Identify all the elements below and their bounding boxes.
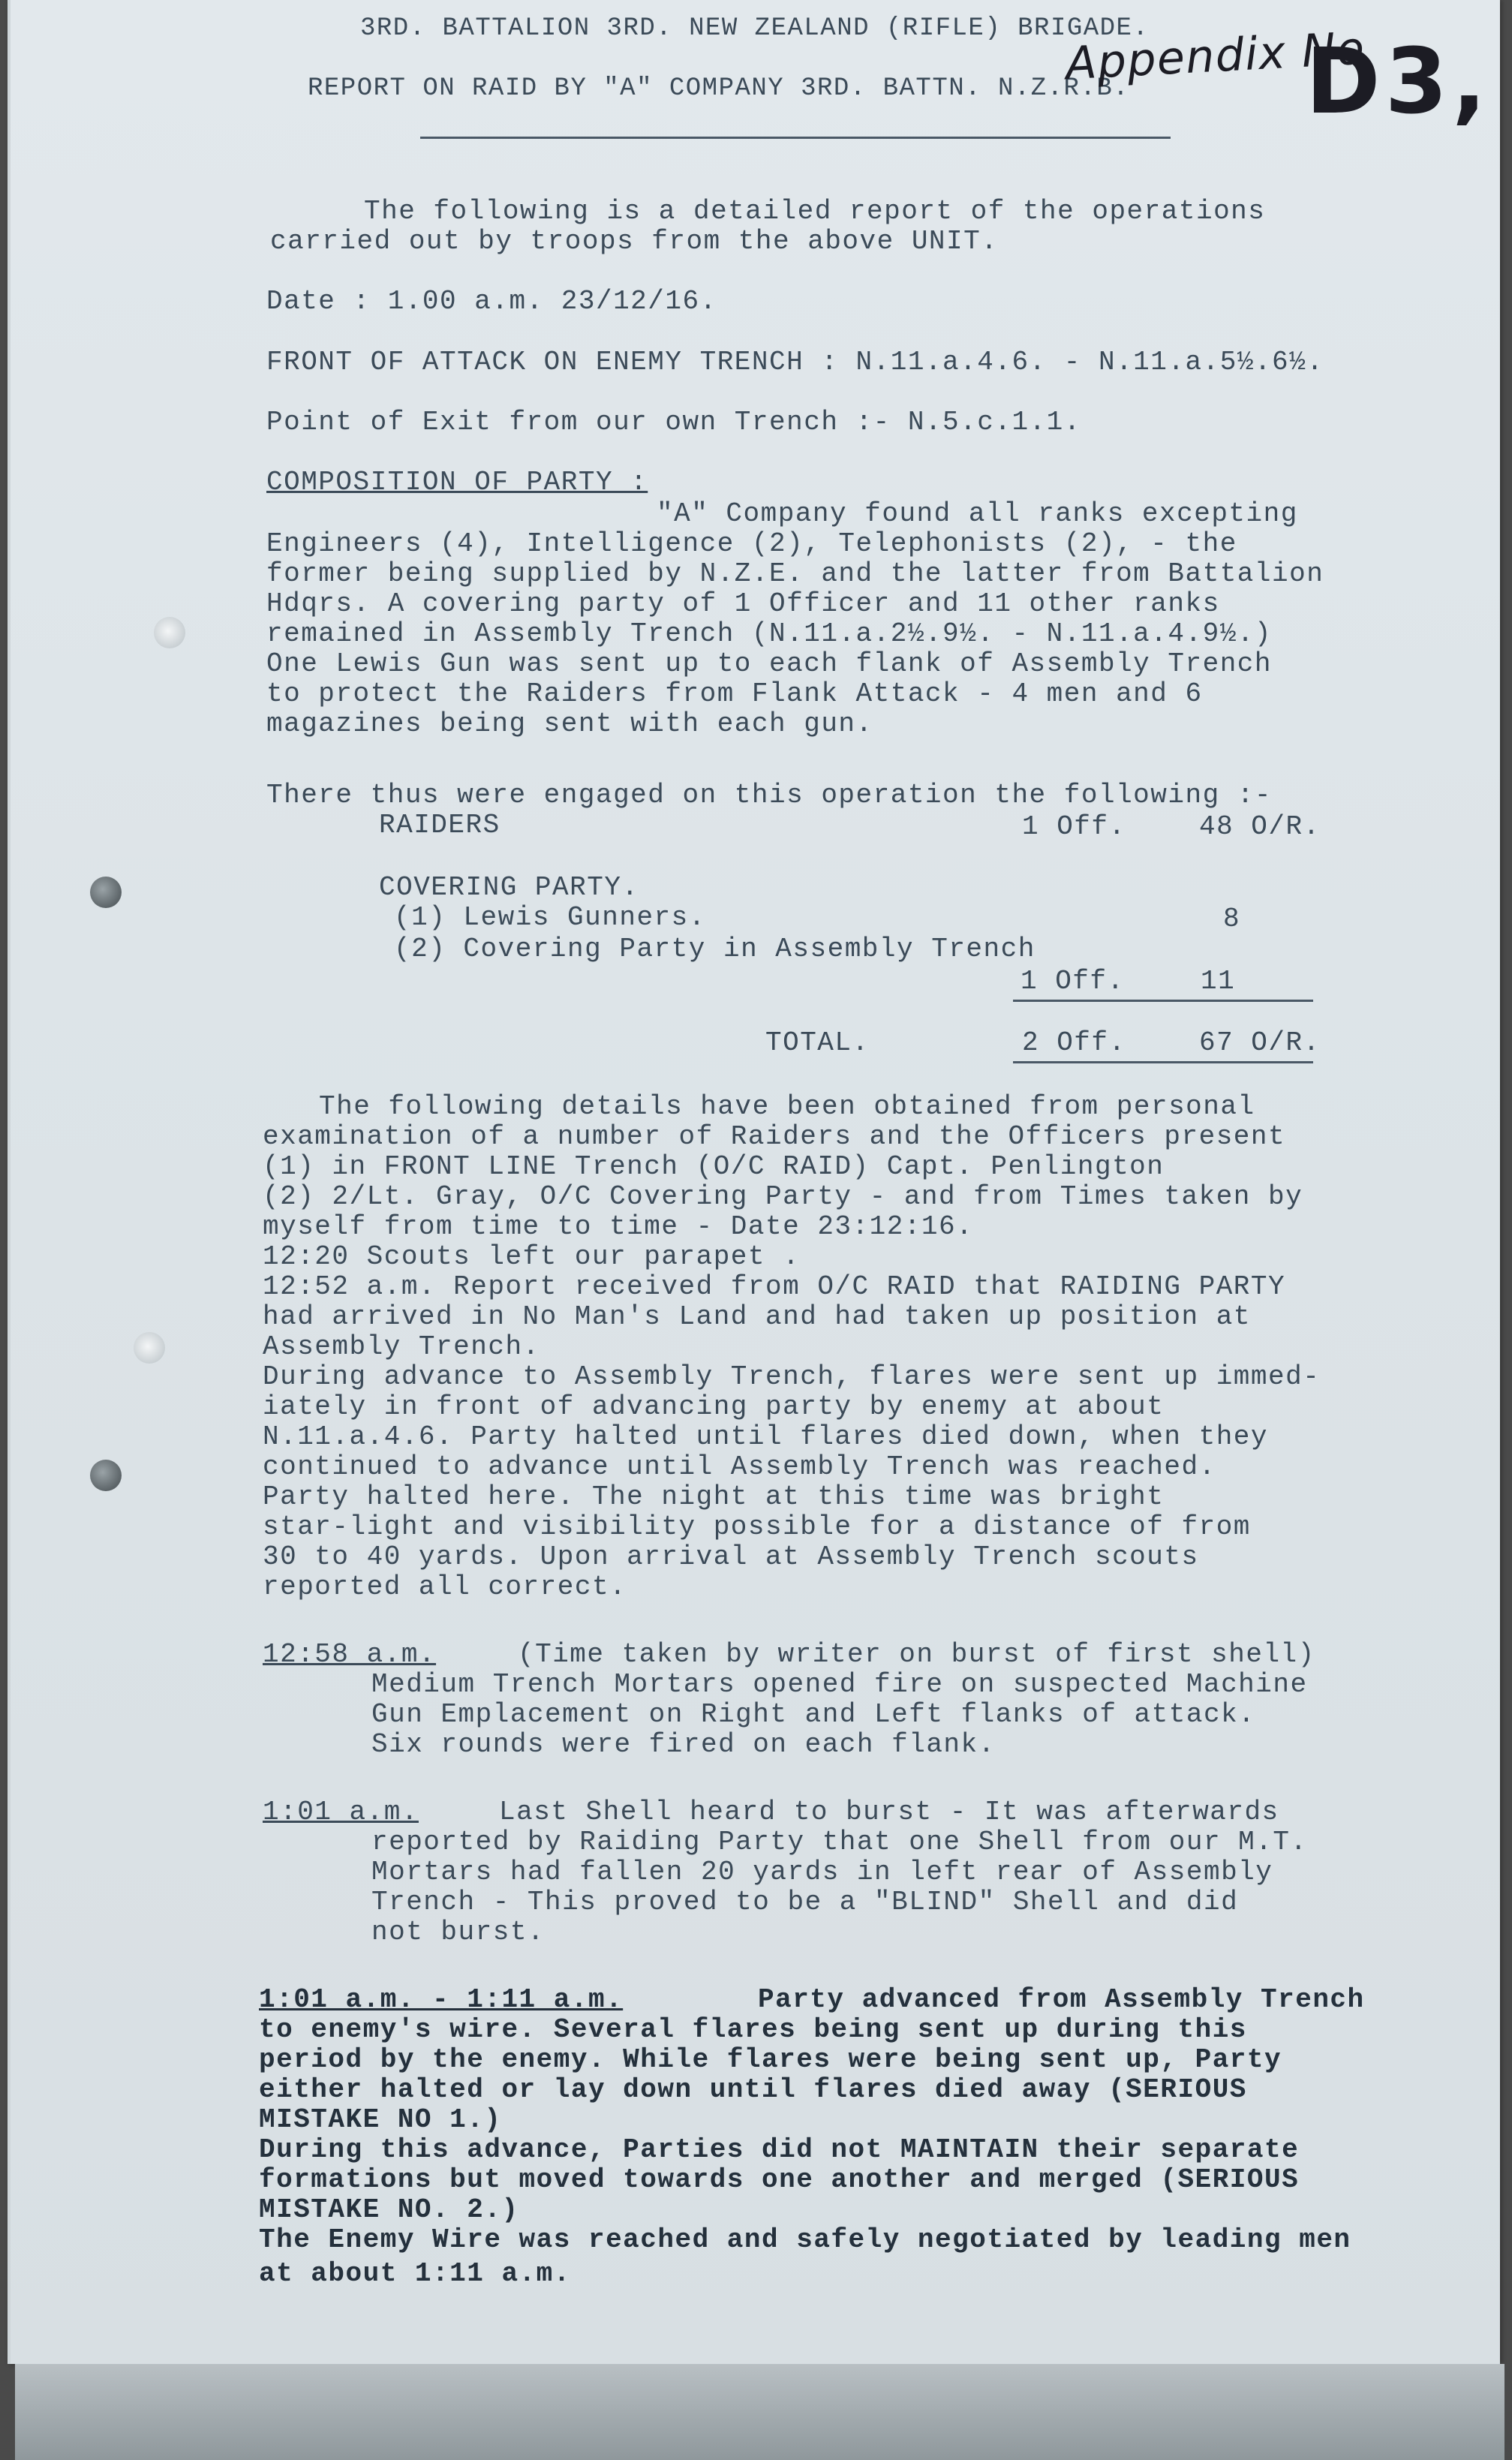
detail-line: Party halted here. The night at this time was bright: [263, 1481, 1165, 1512]
lewis-gunners-label: (1) Lewis Gunners.: [394, 902, 706, 933]
assembly-other-ranks: 11: [1201, 966, 1236, 997]
assembly-officers: 1 Off.: [1021, 966, 1125, 997]
lewis-gunners-count: 8: [1223, 904, 1241, 934]
entry-3-line: MISTAKE NO 1.): [259, 2104, 502, 2135]
detail-line: 12:52 a.m. Report received from O/C RAID that RAIDING PARTY: [263, 1271, 1286, 1302]
header-title: REPORT ON RAID BY "A" COMPANY 3RD. BATTN. N.Z.R.B.: [308, 74, 1130, 103]
entry-2-first-line: Last Shell heard to burst - It was afterwards: [499, 1797, 1279, 1827]
total-other-ranks: 67 O/R.: [1199, 1027, 1321, 1058]
entry-3-line: at about 1:11 a.m.: [259, 2258, 571, 2289]
detail-line: had arrived in No Man's Land and had taken up position at: [263, 1301, 1251, 1332]
header-rule: [420, 137, 1171, 139]
detail-line: examination of a number of Raiders and the Officers present: [263, 1121, 1286, 1152]
composition-line: Hdqrs. A covering party of 1 Officer and 11 other ranks: [266, 588, 1220, 619]
entry-3-line: to enemy's wire. Several flares being sent up during this: [259, 2014, 1247, 2045]
entry-3-first-line: Party advanced from Assembly Trench: [758, 1984, 1365, 2015]
entry-2-time: 1:01 a.m.: [263, 1797, 419, 1827]
raiders-label: RAIDERS: [379, 810, 500, 841]
appendix-label: Appendix No: [1064, 22, 1367, 91]
composition-line: to protect the Raiders from Flank Attack - 4 men and 6: [266, 678, 1203, 709]
detail-line: 30 to 40 yards. Upon arrival at Assembly Trench scouts: [263, 1541, 1199, 1572]
assembly-party-label: (2) Covering Party in Assembly Trench: [394, 934, 1036, 964]
entry-2-line: Mortars had fallen 20 yards in left rear of Assembly: [371, 1857, 1273, 1887]
covering-party-label: COVERING PARTY.: [379, 872, 639, 903]
total-rule: [1013, 1061, 1313, 1063]
raiders-other-ranks: 48 O/R.: [1199, 811, 1321, 842]
entry-3-line: formations but moved towards one another and merged (SERIOUS: [259, 2164, 1300, 2195]
front-of-attack: FRONT OF ATTACK ON ENEMY TRENCH : N.11.a.4.6. - N.11.a.5½.6½.: [266, 347, 1324, 377]
composition-line: One Lewis Gun was sent up to each flank of Assembly Trench: [266, 648, 1273, 679]
composition-line: "A" Company found all ranks excepting: [657, 498, 1298, 529]
entry-1-line: Six rounds were fired on each flank.: [371, 1729, 996, 1760]
detail-line: iately in front of advancing party by enemy at about: [263, 1391, 1165, 1422]
entry-3-line: period by the enemy. While flares were being sent up, Party: [259, 2044, 1282, 2075]
total-label: TOTAL.: [765, 1027, 870, 1058]
entry-1-time: 12:58 a.m.: [263, 1639, 437, 1670]
entry-3-line: During this advance, Parties did not MAINTAIN their separate: [259, 2134, 1300, 2165]
detail-line: During advance to Assembly Trench, flares were sent up immed-: [263, 1361, 1321, 1392]
entry-1-line: Gun Emplacement on Right and Left flanks of attack.: [371, 1699, 1256, 1730]
detail-line: (1) in FRONT LINE Trench (O/C RAID) Capt. Penlington: [263, 1151, 1165, 1182]
detail-line: The following details have been obtained from personal: [319, 1091, 1255, 1122]
point-of-exit: Point of Exit from our own Trench :- N.5.c.1.1.: [266, 407, 1081, 438]
entry-2-line: reported by Raiding Party that one Shell from our M.T.: [371, 1827, 1308, 1857]
total-officers: 2 Off.: [1022, 1027, 1126, 1058]
subtotal-rule: [1013, 1000, 1313, 1002]
entry-2-line: Trench - This proved to be a "BLIND" Shell and did: [371, 1887, 1239, 1917]
detail-line: Assembly Trench.: [263, 1331, 540, 1362]
lower-sheet-edge: [15, 2364, 1504, 2460]
entry-3-time: 1:01 a.m. - 1:11 a.m.: [259, 1984, 624, 2015]
entry-3-line: MISTAKE NO. 2.): [259, 2194, 519, 2225]
detail-line: continued to advance until Assembly Trench was reached.: [263, 1451, 1216, 1482]
composition-line: remained in Assembly Trench (N.11.a.2½.9½. - N.11.a.4.9½.): [266, 618, 1273, 649]
entry-3-line: either halted or lay down until flares died away (SERIOUS: [259, 2074, 1247, 2105]
detail-line: (2) 2/Lt. Gray, O/C Covering Party - and from Times taken by: [263, 1181, 1303, 1212]
composition-line: former being supplied by N.Z.E. and the latter from Battalion: [266, 558, 1324, 589]
intro-line-1: The following is a detailed report of the operations: [364, 196, 1266, 227]
entry-2-line: not burst.: [371, 1917, 546, 1947]
detail-line: 12:20 Scouts left our parapet .: [263, 1241, 801, 1272]
detail-line: myself from time to time - Date 23:12:16.: [263, 1211, 974, 1242]
entry-1-first-line: (Time taken by writer on burst of first shell): [518, 1639, 1315, 1670]
intro-line-2: carried out by troops from the above UNIT.: [270, 226, 999, 257]
composition-line: Engineers (4), Intelligence (2), Telephonists (2), - the: [266, 528, 1237, 559]
entry-3-line: The Enemy Wire was reached and safely negotiated by leading men: [259, 2224, 1351, 2255]
engaged-intro: There thus were engaged on this operation the following :-: [266, 780, 1273, 810]
entry-1-line: Medium Trench Mortars opened fire on suspected Machine: [371, 1669, 1308, 1700]
header-unit: 3RD. BATTALION 3RD. NEW ZEALAND (RIFLE) BRIGADE.: [360, 14, 1150, 43]
detail-line: N.11.a.4.6. Party halted until flares died down, when they: [263, 1421, 1269, 1452]
composition-line: magazines being sent with each gun.: [266, 708, 873, 739]
composition-heading: COMPOSITION OF PARTY :: [266, 467, 648, 498]
detail-line: star-light and visibility possible for a distance of from: [263, 1511, 1251, 1542]
date-line: Date : 1.00 a.m. 23/12/16.: [266, 286, 717, 317]
detail-line: reported all correct.: [263, 1571, 627, 1602]
appendix-number: D3,: [1306, 30, 1491, 134]
raiders-officers: 1 Off.: [1022, 811, 1126, 842]
